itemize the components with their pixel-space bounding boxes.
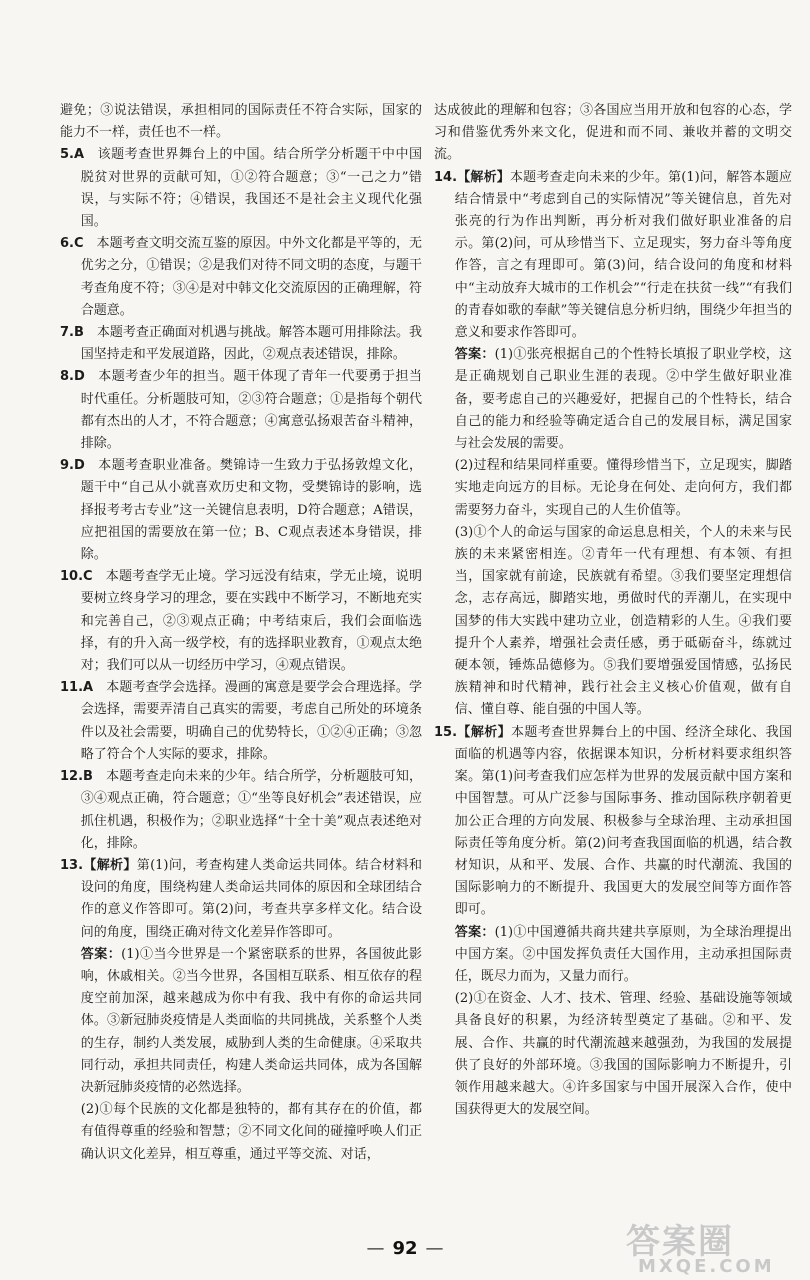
- answer-item: [434, 167, 792, 345]
- item-text: 达成彼此的理解和包容；③各国应当用开放和包容的心态，学习和借鉴优秀外来文化，促进和而不同、兼收并蓄的文明交流。: [434, 103, 792, 163]
- item-text: (1)①当今世界是一个紧密联系的世界，各国彼此影响，休戚相关。②当今世界，各国相互联系、相互依存的程度空前加深，越来越成为你中有我、我中有你的命运共同体。③新冠肺炎疫情是人类面临的共同挑战，关系整个人类的生存，制约人类发展，威胁到人类的生命健康。④采取共同行动，承担共同责任，构建人类命运共同体，成为各国解决新冠肺炎疫情的必然选择。: [80, 946, 422, 1095]
- item-number: 15.: [434, 724, 458, 740]
- item-text: 本题考查走向未来的少年。结合所学，分析题肢可知，③④观点正确，符合题意；①“坐等良好机会”表述错误，应抓住机遇，积极作为；②职业选择“十全十美”观点表述绝对化，排除。: [80, 769, 422, 851]
- item-number: 12.B: [60, 769, 93, 785]
- answer-tag: 答案：: [454, 924, 495, 940]
- item-text: (3)①个人的命运与国家的命运息息相关，个人的未来与民族的未来紧密相连。②青年一代有理想、有本领、有担当，国家就有前途，民族就有希望。③我们要坚定理想信念，志存高远，脚踏实地，勇做时代的弄潮儿，在实现中国梦的伟大实践中建功立业，创造精彩的人生。④我们要提升个人素养，增强社会责任感，勇于砥砺奋斗，练就过硬本领，锤炼品德修为。⑤我们要增强爱国情感，弘扬民族精神和时代精神，践行社会主义核心价值观，做有自信、懂自尊、能自强的中国人等。: [454, 524, 792, 718]
- item-text: 本题考查少年的担当。题干体现了青年一代要勇于担当时代重任。分析题肢可知，②③符合题意；①是指每个朝代都有杰出的人才，不符合题意；④寓意弘扬艰苦奋斗精神，排除。: [80, 369, 422, 452]
- item-text: 本题考查文明交流互鉴的原因。中外文化都是平等的，无优劣之分，①错误；②是我们对待不同文明的态度，与题干考查角度不符；③④是对中韩文化交流原因的正确理解，符合题意。: [80, 236, 422, 318]
- watermark-logo: 答案圈: [626, 1222, 734, 1262]
- continued-text: [434, 100, 792, 167]
- item-text: 本题考查学会选择。漫画的寓意是要学会合理选择。学会选择，需要弄清自己真实的需要，考虑自己所处的环境条件以及社会需要，明确自己的优势特长，①②④正确；③忽略了符合个人实际的要求，排除。: [80, 680, 422, 762]
- item-number: 9.D: [60, 458, 85, 474]
- item-text: 本题考查世界舞台上的中国、经济全球化、我国面临的机遇等内容，依据课本知识，分析材料要求组织答案。第(1)问考查我们应怎样为世界的发展贡献中国方案和中国智慧。可从广泛参与国际事务、推动国际秩序朝着更加公正合理的方向发展、积极参与全球治理、主动承担国际责任等角度分析。第(2)问考查我国面临的机遇，结合教材知识，从和平、发展、合作、共赢的时代潮流、我国的国际影响力的不断提升、我国更大的发展空间等方面作答即可。: [454, 724, 792, 918]
- answer-paragraph: [60, 1099, 422, 1166]
- answer-block: [434, 922, 792, 989]
- page-number-value: 92: [392, 1238, 418, 1259]
- answer-item: [434, 722, 792, 922]
- item-number: 8.D: [60, 369, 85, 385]
- answer-tag: 答案：: [454, 347, 495, 363]
- item-text: 本题考查职业准备。樊锦诗一生致力于弘扬敦煌文化，题干中“自己从小就喜欢历史和文物，受樊锦诗的影响，选择报考考古专业”这一关键信息表明，D符合题意；A错误，应把祖国的需要放在第一位；B、C观点表述本身错误，排除。: [80, 458, 422, 563]
- item-number: 7.B: [60, 325, 84, 341]
- answer-item: [60, 322, 422, 366]
- answer-item: [60, 455, 422, 566]
- item-number: 10.C: [60, 569, 93, 585]
- answer-item: [60, 766, 422, 855]
- item-text: (1)①张亮根据自己的个性特长填报了职业学校，这是正确规划自己职业生涯的表现。②中学生做好职业准备，要考虑自己的兴趣爱好，把握自己的个性特长，结合自己的能力和经验等确定适合自己的发展目标，满足国家与社会发展的需要。: [454, 347, 792, 452]
- item-text: 避免；③说法错误，承担相同的国际责任不符合实际，国家的能力不一样，责任也不一样。: [60, 103, 422, 141]
- item-text: (1)①中国遵循共商共建共享原则，为全球治理提出中国方案。②中国发挥负责任大国作用，主动承担国际责任，既尽力而为，又量力而行。: [454, 924, 792, 984]
- item-number: 11.A: [60, 680, 94, 696]
- right-column: [434, 100, 792, 1121]
- answer-item: [60, 144, 422, 233]
- answer-item: [60, 677, 422, 766]
- answer-paragraph: [434, 522, 792, 722]
- item-text: (2)①在资金、人才、技术、管理、经验、基础设施等领域具备良好的积累，为经济转型奠定了基础。②和平、发展、合作、共赢的时代潮流越来越强劲，为我国的发展提供了良好的外部环境。③我国的国际影响力不断提升，引领作用越来越大。④许多国家与中国开展深入合作，使中国获得更大的发展空间。: [454, 991, 792, 1118]
- item-number: 6.C: [60, 236, 84, 252]
- answer-paragraph: [434, 988, 792, 1121]
- left-column: [60, 100, 422, 1166]
- item-text: 本题考查正确面对机遇与挑战。解答本题可用排除法。我国坚持走和平发展道路，因此，②观点表述错误，排除。: [80, 325, 422, 363]
- watermark: [618, 1214, 798, 1277]
- answer-tag: 答案：: [80, 946, 122, 962]
- analysis-tag: 【解析】: [457, 724, 512, 740]
- answer-block: [60, 944, 422, 1099]
- item-text: 第(1)问，考查构建人类命运共同体。结合材料和设问的角度，围绕构建人类命运共同体的原因和全球团结合作的意义作答即可。第(2)问，考查共享多样文化。结合设问的角度，围绕正确对待文化差异作答即可。: [80, 857, 422, 940]
- page-number: — 92 —: [366, 1238, 444, 1259]
- item-text: (2)过程和结果同样重要。懂得珍惜当下，立足现实，脚踏实地走向远方的目标。无论身在何处、走向何方，我们都需要努力奋斗，实现自己的人生价值等。: [454, 458, 792, 518]
- item-number: 14.: [434, 169, 458, 185]
- item-number: 5.A: [60, 147, 85, 163]
- item-text: (2)①每个民族的文化都是独特的，都有其存在的价值，都有值得尊重的经验和智慧；②不同文化间的碰撞呼唤人们正确认识文化差异，相互尊重，通过平等交流、对话，: [80, 1102, 422, 1162]
- item-text: 本题考查走向未来的少年。第(1)问，解答本题应结合情景中“考虑到自己的实际情况”等关键信息，首先对张亮的行为作出判断，再分析对我们做好职业准备的启示。第(2)问，可从珍惜当下、立足现实，努力奋斗等角度作答，言之有理即可。第(3)问，结合设问的角度和材料中“主动放弃大城市的工作机会”“行走在扶贫一线”“有我们的青春如歌的奉献”等关键信息分析归纳，围绕少年担当的意义和要求作答即可。: [454, 169, 792, 341]
- analysis-tag: 【解析】: [83, 857, 137, 873]
- continued-text: [60, 100, 422, 144]
- analysis-tag: 【解析】: [457, 169, 510, 185]
- answer-item: [60, 855, 422, 944]
- item-text: 该题考查世界舞台上的中国。结合所学分析题干中中国脱贫对世界的贡献可知，①②符合题意；③“一己之力”错误，与实际不符；④错误，我国还不是社会主义现代化强国。: [80, 147, 422, 230]
- answer-item: [60, 366, 422, 455]
- answer-item: [60, 233, 422, 322]
- answer-block: [434, 344, 792, 455]
- answer-paragraph: [434, 455, 792, 522]
- item-text: 本题考查学无止境。学习远没有结束，学无止境，说明要树立终身学习的理念，要在实践中不断学习，不断地充实和完善自己，②③观点正确；中考结束后，我们会面临选择，有的升入高一级学校，有的选择职业教育，①观点太绝对；我们可以从一切经历中学习，④观点错误。: [80, 569, 422, 674]
- item-number: 13.: [60, 857, 84, 873]
- watermark-url: MXQE.COM: [638, 1256, 775, 1277]
- answer-item: [60, 566, 422, 677]
